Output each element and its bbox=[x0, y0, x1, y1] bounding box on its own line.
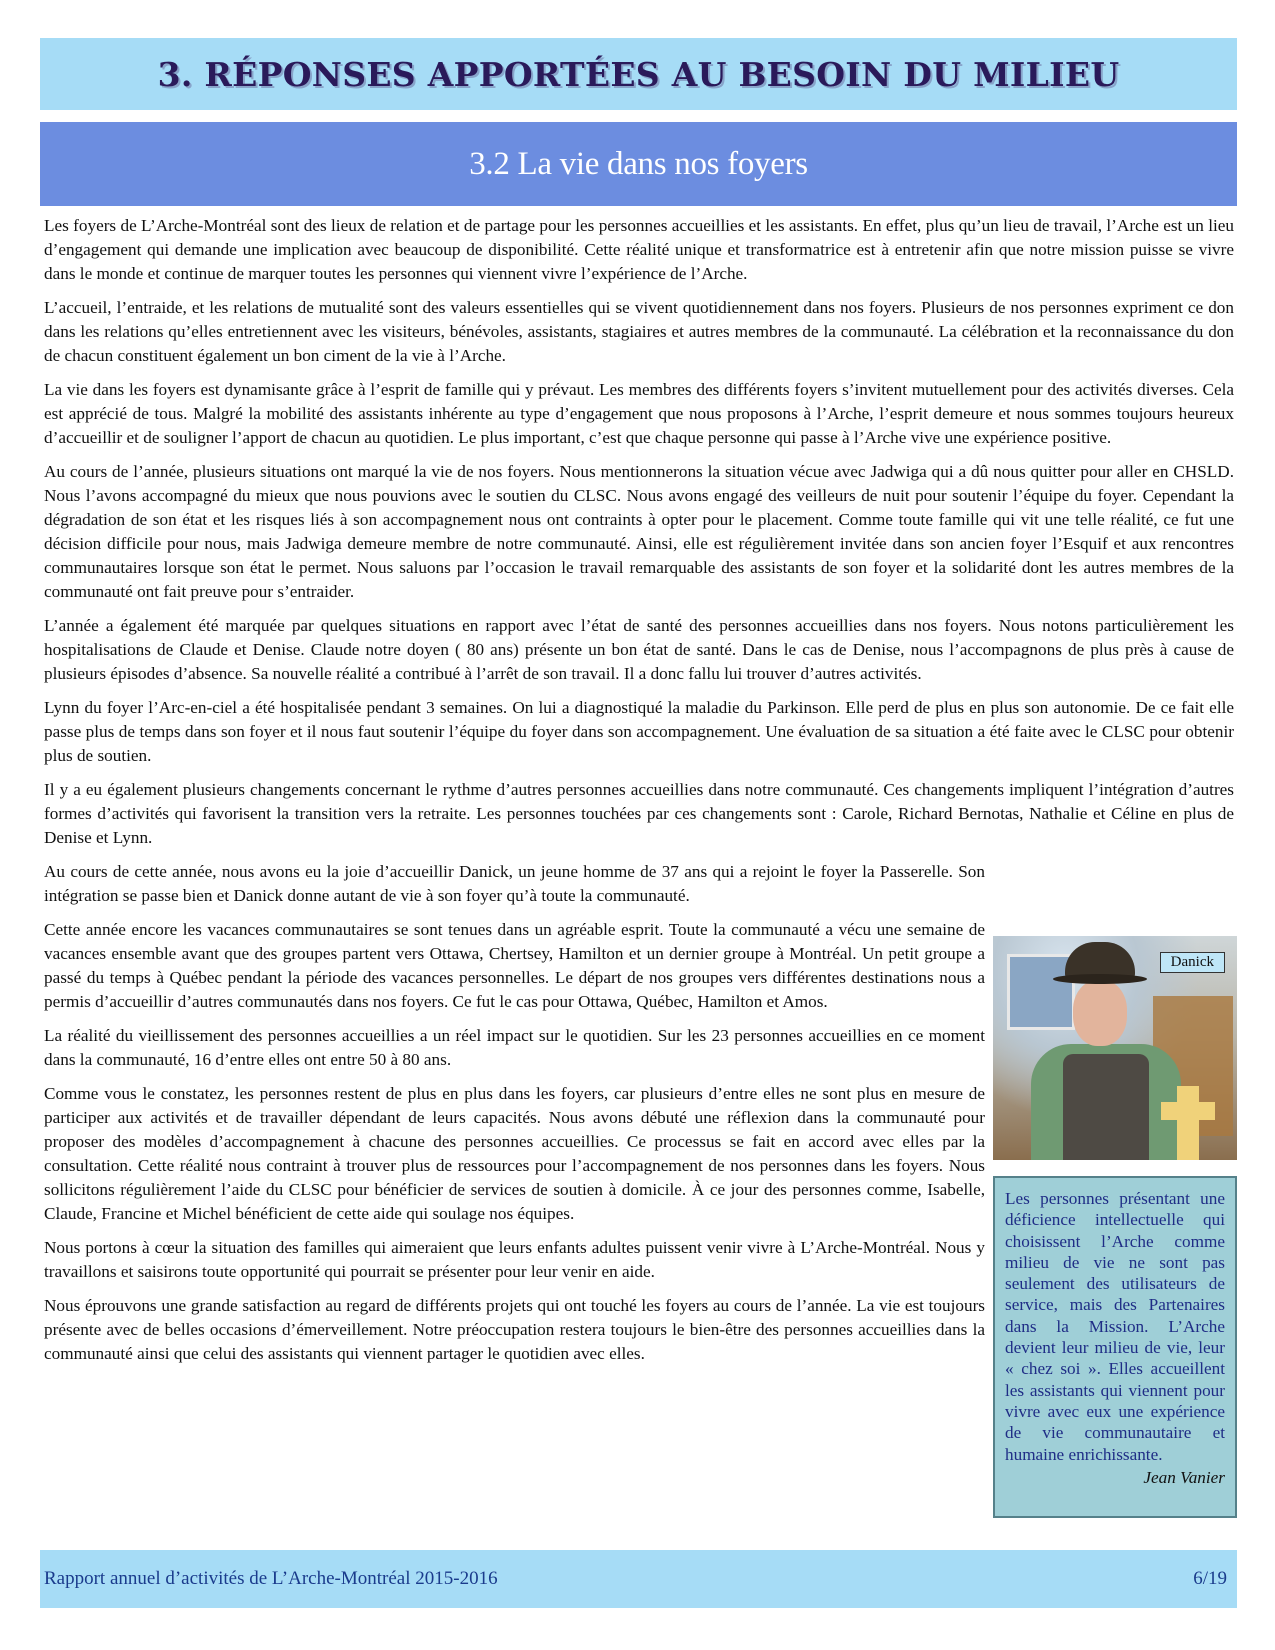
paragraph: Lynn du foyer l’Arc-en-ciel a été hospitalisée pendant 3 semaines. On lui a diagnostiqué la maladie du Parkinson. Elle perd de plus en plus son autonomie. De ce fait elle passe plus de temps dans son foyer et il nous faut soutenir l’équipe du foyer dans son accompagnement. Une évaluation de sa situation a été faite avec le CLSC pour obtenir plus de soutien. bbox=[44, 698, 1234, 765]
photo-caption: Danick bbox=[1160, 952, 1225, 973]
paragraph: Il y a eu également plusieurs changements concernant le rythme d’autres personnes accueillies dans notre communauté. Ces changements impliquent l’intégration d’autres formes d’activités qui favorisent la transition vers la retraite. Les personnes touchées par ces changements sont : Carole, Richard Bernotas, Nathalie et Céline en plus de Denise et Lynn. bbox=[44, 780, 1234, 847]
paragraph: L’année a également été marquée par quelques situations en rapport avec l’état de santé des personnes accueillies dans nos foyers. Nous notons particulièrement les hospitalisations de Claude et Denise. Claude notre doyen ( 80 ans) présente un bon état de santé. Dans le cas de Denise, nous l’accompagnons de plus près à cause de plusieurs épisodes d’absence. Sa nouvelle réalité a contribué à l’arrêt de son travail. Il a donc fallu lui trouver d’autres activités. bbox=[44, 616, 1234, 683]
page-footer bbox=[40, 1550, 1237, 1608]
photo-face bbox=[1073, 980, 1127, 1046]
paragraph: Cette année encore les vacances communautaires se sont tenues dans un agréable esprit. Toute la communauté a vécu une semaine de vacances ensemble avant que des groupes partent vers Ottawa, Chertsey, Hamilton et un dernier groupe à Montréal. Un petit groupe a passé du temps à Québec pendant la période des vacances personnelles. Le départ de nos groupes vers différentes destinations nous a permis d’accueillir d’autres communautés dans nos foyers. Ce fut le cas pour Ottawa, Québec, Hamilton et Amos. bbox=[44, 920, 985, 1011]
paragraph: Nous éprouvons une grande satisfaction au regard de différents projets qui ont touché les foyers au cours de l’année. La vie est toujours présente avec de belles occasions d’émerveillement. Notre préoccupation restera toujours le bien-être des personnes accueillies dans la communauté ainsi que celui des assistants qui viennent partager le quotidien avec elles. bbox=[44, 1296, 985, 1363]
paragraph: La vie dans les foyers est dynamisante grâce à l’esprit de famille qui y prévaut. Les membres des différents foyers s’invitent mutuellement pour des activités diverses. Cela est apprécié de tous. Malgré la mobilité des assistants inhérente au type d’engagement que nous proposons à l’Arche, l’esprit demeure et nous sommes toujours heureux d’accueillir et de souligner l’apport de chacun au quotidien. Le plus important, c’est que chaque personne qui passe à l’Arche vive une expérience positive. bbox=[44, 380, 1234, 447]
paragraph: Les foyers de L’Arche-Montréal sont des lieux de relation et de partage pour les personnes accueillies et les assistants. En effet, plus qu’un lieu de travail, l’Arche est un lieu d’engagement qui demande une implication avec beaucoup de disponibilité. Cette réalité unique et transformatrice est à entretenir afin que notre mission puisse se vivre dans le monde et continue de marquer toutes les personnes qui viennent vivre l’expérience de l’Arche. bbox=[44, 216, 1234, 283]
paragraph: Au cours de cette année, nous avons eu la joie d’accueillir Danick, un jeune homme de 37 ans qui a rejoint le foyer la Passerelle. Son intégration se passe bien et Danick donne autant de vie à son foyer qu’à toute la communauté. bbox=[44, 862, 985, 905]
quote-author: Jean Vanier bbox=[1143, 1467, 1225, 1487]
quote-text: Les personnes présentant une déficience intellectuelle qui choisissent l’Arche comme milieu de vie ne sont pas seulement des utilisateurs de service, mais des Partenaires dans la Mission. L’Arche devient leur milieu de vie, leur « chez soi ». Elles accueillent les assistants qui viennent pour vivre avec eux une expérience de vie communautaire et humaine enrichissante. bbox=[1005, 1189, 1225, 1464]
quote-box bbox=[993, 1176, 1237, 1518]
paragraph: L’accueil, l’entraide, et les relations de mutualité sont des valeurs essentielles qui se vivent quotidiennement dans nos foyers. Plusieurs de nos personnes expriment ce don dans les relations qu’elles entretiennent avec les visiteurs, bénévoles, assistants, stagiaires et autres membres de la communauté. La célébration et la reconnaissance du don de chacun constituent également un bon ciment de la vie à l’Arche. bbox=[44, 298, 1234, 365]
paragraph: Comme vous le constatez, les personnes restent de plus en plus dans les foyers, car plusieurs d’entre elles ne sont plus en mesure de participer aux activités et de travailler dépendant de leurs capacités. Nous avons débuté une réflexion dans la communauté pour proposer des modèles d’accompagnement à chacune des personnes accueillies. Ce processus se fait en accord avec elles par la consultation. Cette réalité nous contraint à trouver plus de ressources pour l’accompagnement de nos personnes dans les foyers. Nous sollicitons régulièrement l’aide du CLSC pour bénéficier de services de soutien à domicile. À ce jour des personnes comme, Isabelle, Claude, Francine et Michel bénéficient de cette aide qui soulage nos équipes. bbox=[44, 1084, 985, 1223]
footer-report-title: Rapport annuel d’activités de L’Arche-Montréal 2015-2016 bbox=[44, 1568, 498, 1589]
chapter-header bbox=[40, 38, 1237, 110]
section-title: 3.2 La vie dans nos foyers bbox=[469, 145, 808, 182]
photo-hat-brim bbox=[1053, 974, 1147, 984]
paragraph: La réalité du vieillissement des personnes accueillies a un réel impact sur le quotidien. Sur les 23 personnes accueillies en ce moment dans la communauté, 16 d’entre elles ont entre 50 à 80 ans. bbox=[44, 1026, 985, 1069]
photo-vest bbox=[1063, 1054, 1149, 1160]
section-header bbox=[40, 122, 1237, 206]
page-number: 6/19 bbox=[1193, 1568, 1227, 1589]
danick-photo bbox=[993, 936, 1237, 1160]
paragraph: Nous portons à cœur la situation des familles qui aimeraient que leurs enfants adultes puissent venir vivre à L’Arche-Montréal. Nous y travaillons et saisirons toute opportunité qui pourrait se présenter pour leur venir en aide. bbox=[44, 1238, 985, 1281]
paragraph: Au cours de l’année, plusieurs situations ont marqué la vie de nos foyers. Nous mentionnerons la situation vécue avec Jadwiga qui a dû nous quitter pour aller en CHSLD. Nous l’avons accompagné du mieux que nous pouvions avec le soutien du CLSC. Nous avons engagé des veilleurs de nuit pour soutenir l’équipe du foyer. Cependant la dégradation de son état et les risques liés à son accompagnement nous ont contraints à opter pour le placement. Comme toute famille qui vit une telle réalité, ce fut une décision difficile pour nous, mais Jadwiga demeure membre de notre communauté. Ainsi, elle est régulièrement invitée dans son ancien foyer l’Esquif et aux rencontres communautaires lorsque son état le permet. Nous saluons par l’occasion le travail remarquable des assistants de son foyer et la solidarité dont les autres membres de la communauté ont fait preuve pour s’entraider. bbox=[44, 462, 1234, 601]
photo-cross-bar bbox=[1161, 1102, 1215, 1120]
chapter-title: 3. RÉPONSES APPORTÉES AU BESOIN DU MILIEU bbox=[157, 54, 1120, 94]
photo-cross bbox=[1177, 1086, 1199, 1160]
